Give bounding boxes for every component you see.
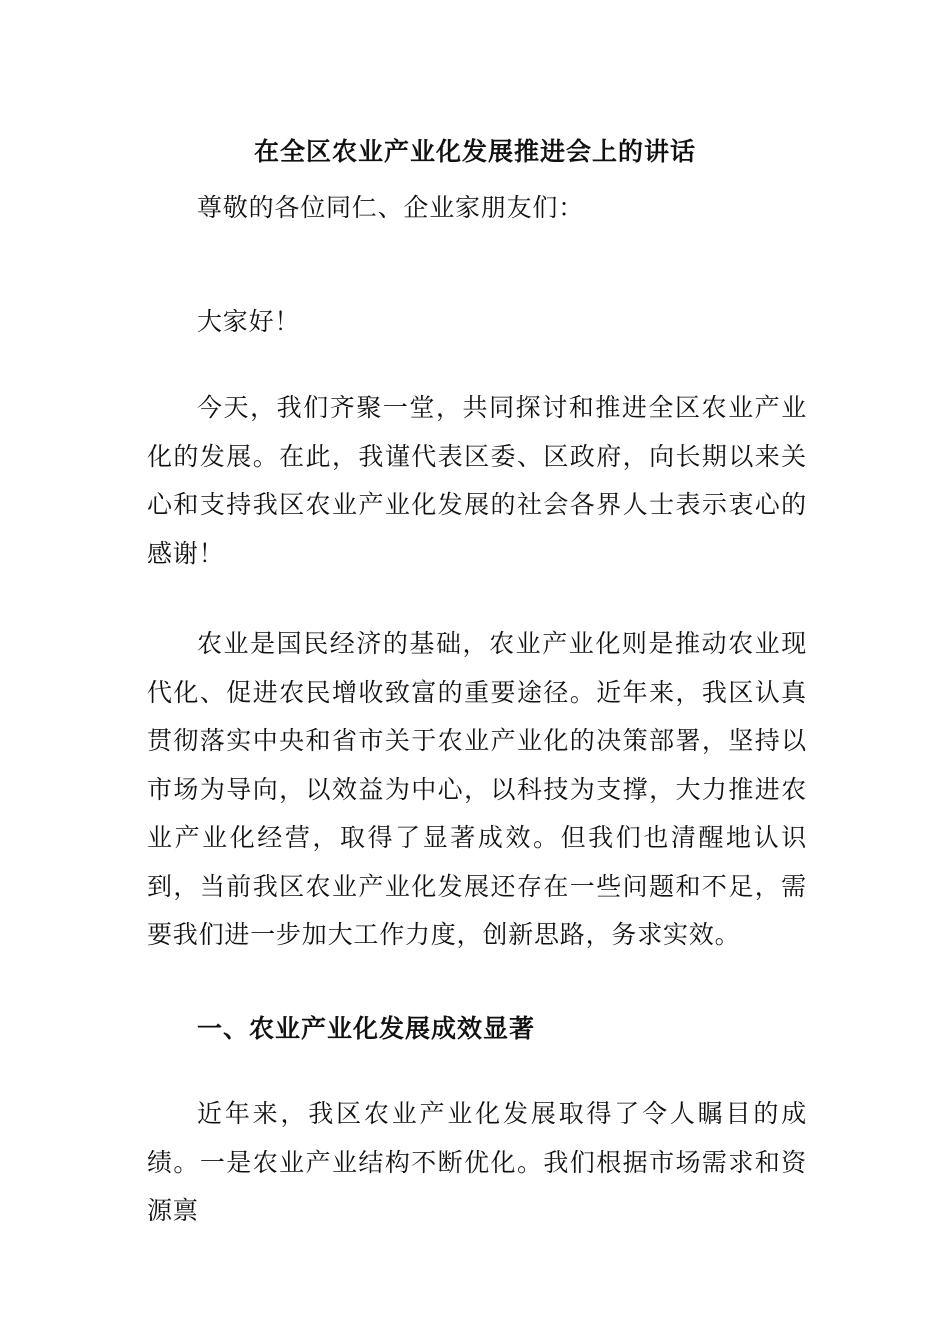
body-paragraph-1: 今天，我们齐聚一堂，共同探讨和推进全区农业产业化的发展。在此，我谨代表区委、区政府，向长期以来关心和支持我区农业产业化发展的社会各界人士表示衷心的感谢！: [147, 393, 807, 568]
section-heading-1: 一、农业产业化发展成效显著: [197, 1014, 536, 1043]
body-paragraph-3: 近年来，我区农业产业化发展取得了令人瞩目的成绩。一是农业产业结构不断优化。我们根据市场需求和资源禀: [147, 1099, 807, 1225]
greeting-paragraph: 大家好！: [197, 307, 301, 336]
salutation-paragraph: 尊敬的各位同仁、企业家朋友们：: [197, 193, 585, 222]
body-paragraph-2: 农业是国民经济的基础，农业产业化则是推动农业现代化、促进农民增收致富的重要途径。近年来，我区认真贯彻落实中央和省市关于农业产业化的决策部署，坚持以市场为导向，以效益为中心，以科技为支撑，大力推进农业产业化经营，取得了显著成效。但我们也清醒地认识到，当前我区农业产业化发展还存在一些问题和不足，需要我们进一步加大工作力度，创新思路，务求实效。: [147, 629, 807, 949]
document-title: 在全区农业产业化发展推进会上的讲话: [253, 137, 696, 166]
